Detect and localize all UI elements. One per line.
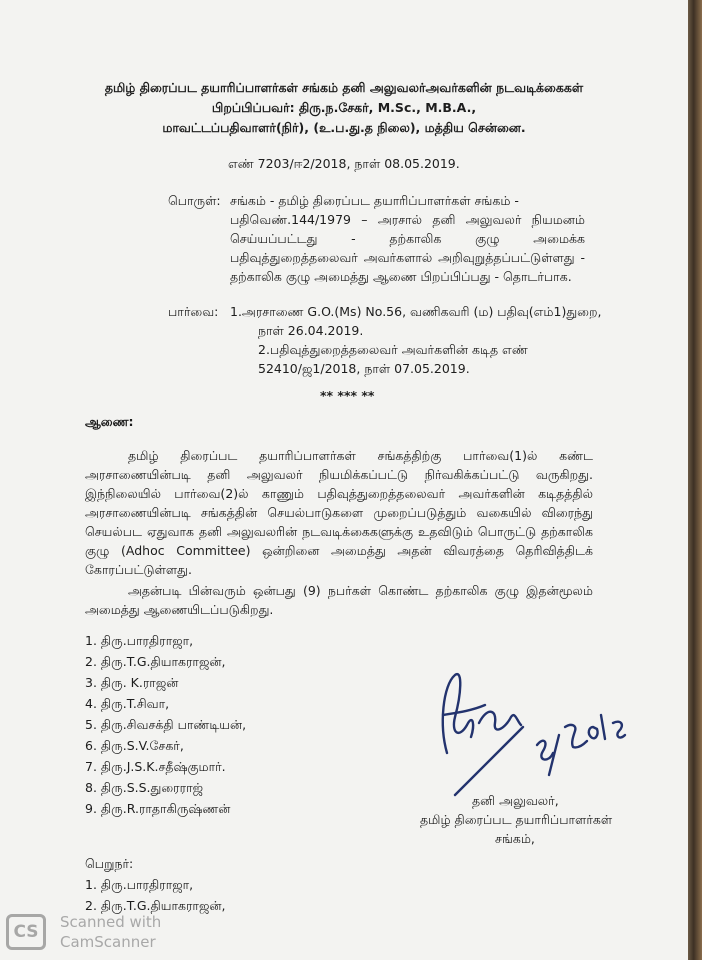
paper-edge-background: [688, 0, 702, 960]
body-line: அரசாணையின்படி சங்கத்தின் செயல்பாடுகளை முறைப்படுத்தும் வகையில் விரைந்து: [85, 505, 593, 520]
watermark-line-2: CamScanner: [60, 933, 156, 951]
member-item: 8. திரு.S.S.துரைராஜ்: [85, 780, 204, 795]
recipient-item: 2. திரு.T.G.தியாகராஜன்,: [85, 898, 226, 913]
signatory-designation: தனி அலுவலர்,: [472, 793, 559, 808]
member-item: 6. திரு.S.V.சேகர்,: [85, 738, 184, 753]
camscanner-logo: CS: [6, 914, 46, 950]
body-line: செயல்பட ஏதுவாக தனி அலுவலரின் நடவடிக்கைகளுக்கு உதவிடும் பொருட்டு தற்காலிக: [85, 524, 593, 539]
subject-label: பொருள்:: [168, 193, 221, 208]
separator-stars: ** *** **: [320, 388, 375, 403]
header-line-3: மாவட்டப்பதிவாளர்(நிர்), (உ.ப.து.த நிலை), மத்திய சென்னை.: [162, 120, 526, 135]
reference-line: 2.பதிவுத்துறைத்தலைவர் அவர்களின் கடித எண்: [258, 342, 528, 357]
recipient-item: 1. திரு.பாரதிராஜா,: [85, 877, 194, 892]
header-line-1: தமிழ் திரைப்பட தயாரிப்பாளர்கள் சங்கம் தனி அலுவலர்அவர்களின் நடவடிக்கைகள்: [104, 80, 584, 95]
signatory-association: தமிழ் திரைப்பட தயாரிப்பாளர்கள்: [420, 812, 613, 827]
body-line: அதன்படி பின்வரும் ஒன்பது (9) நபர்கள் கொண்ட தற்காலிக குழு இதன்மூலம்: [128, 583, 593, 598]
subject-line: தற்காலிக குழு அமைத்து ஆணை பிறப்பிப்பது - தொடர்பாக.: [230, 269, 572, 284]
member-item: 1. திரு.பாரதிராஜா,: [85, 633, 194, 648]
recipients-label: பெறுநர்:: [85, 856, 134, 871]
reference-line: 1.அரசாணை G.O.(Ms) No.56, வணிகவரி (ம) பதிவு(எம்1)துறை,: [230, 304, 602, 319]
subject-line: பதிவுத்துறைத்தலைவர் அவர்களால் அறிவுறுத்தப்பட்டுள்ளது -: [230, 250, 585, 265]
reference-line: நாள் 26.04.2019.: [258, 323, 364, 338]
reference-number: எண் 7203/ஈ2/2018, நாள் 08.05.2019.: [228, 156, 460, 171]
member-item: 2. திரு.T.G.தியாகராஜன்,: [85, 654, 226, 669]
body-line: குழு (Adhoc Committee) ஒன்றினை அமைத்து அதன் விவரத்தை தெரிவித்திடக்: [85, 543, 593, 558]
member-item: 4. திரு.T.சிவா,: [85, 696, 170, 711]
signatory-association-suffix: சங்கம்,: [495, 831, 535, 846]
body-line: இந்நிலையில் பார்வை(2)ல் காணும் பதிவுத்துறைத்தலைவர் அவர்களின் கடிதத்தில்: [85, 486, 593, 501]
references-label: பார்வை:: [168, 304, 219, 319]
body-line: கோரப்பட்டுள்ளது.: [85, 562, 192, 577]
watermark-line-1: Scanned with: [60, 913, 162, 931]
reference-line: 52410/ஜ1/2018, நாள் 07.05.2019.: [258, 361, 470, 376]
member-item: 9. திரு.R.ராதாகிருஷ்ணன்: [85, 801, 231, 816]
handwritten-signature: [425, 665, 645, 800]
body-line: தமிழ் திரைப்பட தயாரிப்பாளர்கள் சங்கத்திற்கு பார்வை(1)ல் கண்ட: [128, 448, 593, 463]
subject-line: பதிவெண்.144/1979 – அரசால் தனி அலுவலர் நியமனம்: [230, 212, 585, 227]
subject-line: சங்கம் - தமிழ் திரைப்பட தயாரிப்பாளர்கள் சங்கம் -: [230, 193, 519, 208]
body-line: அரசாணையின்படி தனி அலுவலர் நியமிக்கப்பட்டு நிர்வகிக்கப்பட்டு வருகிறது.: [85, 467, 593, 482]
member-item: 3. திரு. K.ராஜன்: [85, 675, 179, 690]
member-item: 7. திரு.J.S.K.சதீஷ்குமார்.: [85, 759, 226, 774]
body-line: அமைத்து ஆணையிடப்படுகிறது.: [85, 602, 274, 617]
subject-line: செய்யப்பட்டது - தற்காலிக குழு அமைக்க: [230, 231, 585, 246]
header-line-2: பிறப்பிப்பவர்: திரு.ந.சேகர், M.Sc., M.B.A.,: [211, 100, 477, 115]
member-item: 5. திரு.சிவசக்தி பாண்டியன்,: [85, 717, 247, 732]
order-heading: ஆணை:: [85, 414, 134, 429]
